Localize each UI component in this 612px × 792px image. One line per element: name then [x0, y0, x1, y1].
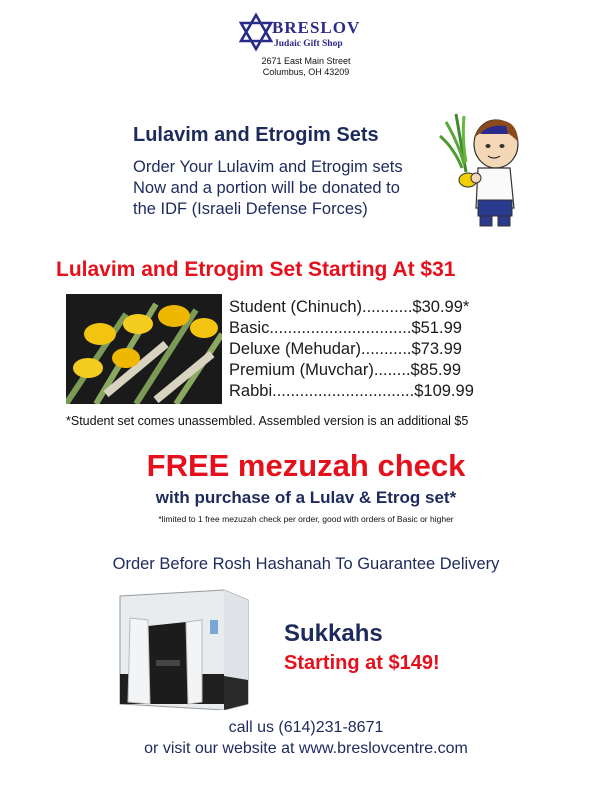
contact-website: or visit our website at www.breslovcentre.com: [144, 740, 468, 757]
promo-title: Lulavim and Etrogim Sets: [133, 124, 379, 146]
etrog-lulav-photo: [66, 294, 222, 404]
promo-description: [133, 157, 403, 220]
price-row-deluxe: Deluxe (Mehudar)...........$73.99: [229, 340, 462, 358]
sukkah-title: Sukkahs: [284, 620, 383, 647]
brand-subtitle: Judaic Gift Shop: [274, 39, 343, 49]
brand-name: BRESLOV: [272, 18, 361, 37]
address-street: 2671 East Main Street: [261, 56, 351, 66]
sukkah-tent-photo: [106, 586, 256, 710]
price-row-basic: Basic...............................$51.99: [229, 319, 462, 337]
sukkah-price: Starting at $149!: [284, 652, 440, 674]
promo-line: the IDF (Israeli Defense Forces): [133, 200, 368, 218]
star-of-david-icon: [236, 12, 276, 52]
mezuzah-subheadline: with purchase of a Lulav & Etrog set*: [155, 488, 457, 507]
student-footnote: *Student set comes unassembled. Assembled version is an additional $5: [66, 414, 469, 428]
promo-line: Now and a portion will be donated to: [133, 179, 400, 197]
price-row-student: Student (Chinuch)...........$30.99*: [229, 298, 470, 316]
promo-line: Order Your Lulavim and Etrogim sets: [133, 158, 403, 176]
price-list: [229, 298, 474, 403]
contact-phone: call us (614)231-8671: [228, 719, 384, 736]
address-city: Columbus, OH 43209: [262, 67, 350, 77]
order-deadline: Order Before Rosh Hashanah To Guarantee Delivery: [112, 555, 500, 573]
sets-heading: Lulavim and Etrogim Set Starting At $31: [56, 258, 456, 281]
price-row-rabbi: Rabbi...............................$109.99: [229, 382, 474, 400]
child-with-lulav-illustration: [438, 112, 522, 228]
store-logo: [236, 12, 386, 56]
price-row-premium: Premium (Muvchar)........$85.99: [229, 361, 461, 379]
mezuzah-headline: FREE mezuzah check: [146, 448, 466, 483]
mezuzah-fineprint: *limited to 1 free mezuzah check per order, good with orders of Basic or higher: [158, 514, 454, 524]
